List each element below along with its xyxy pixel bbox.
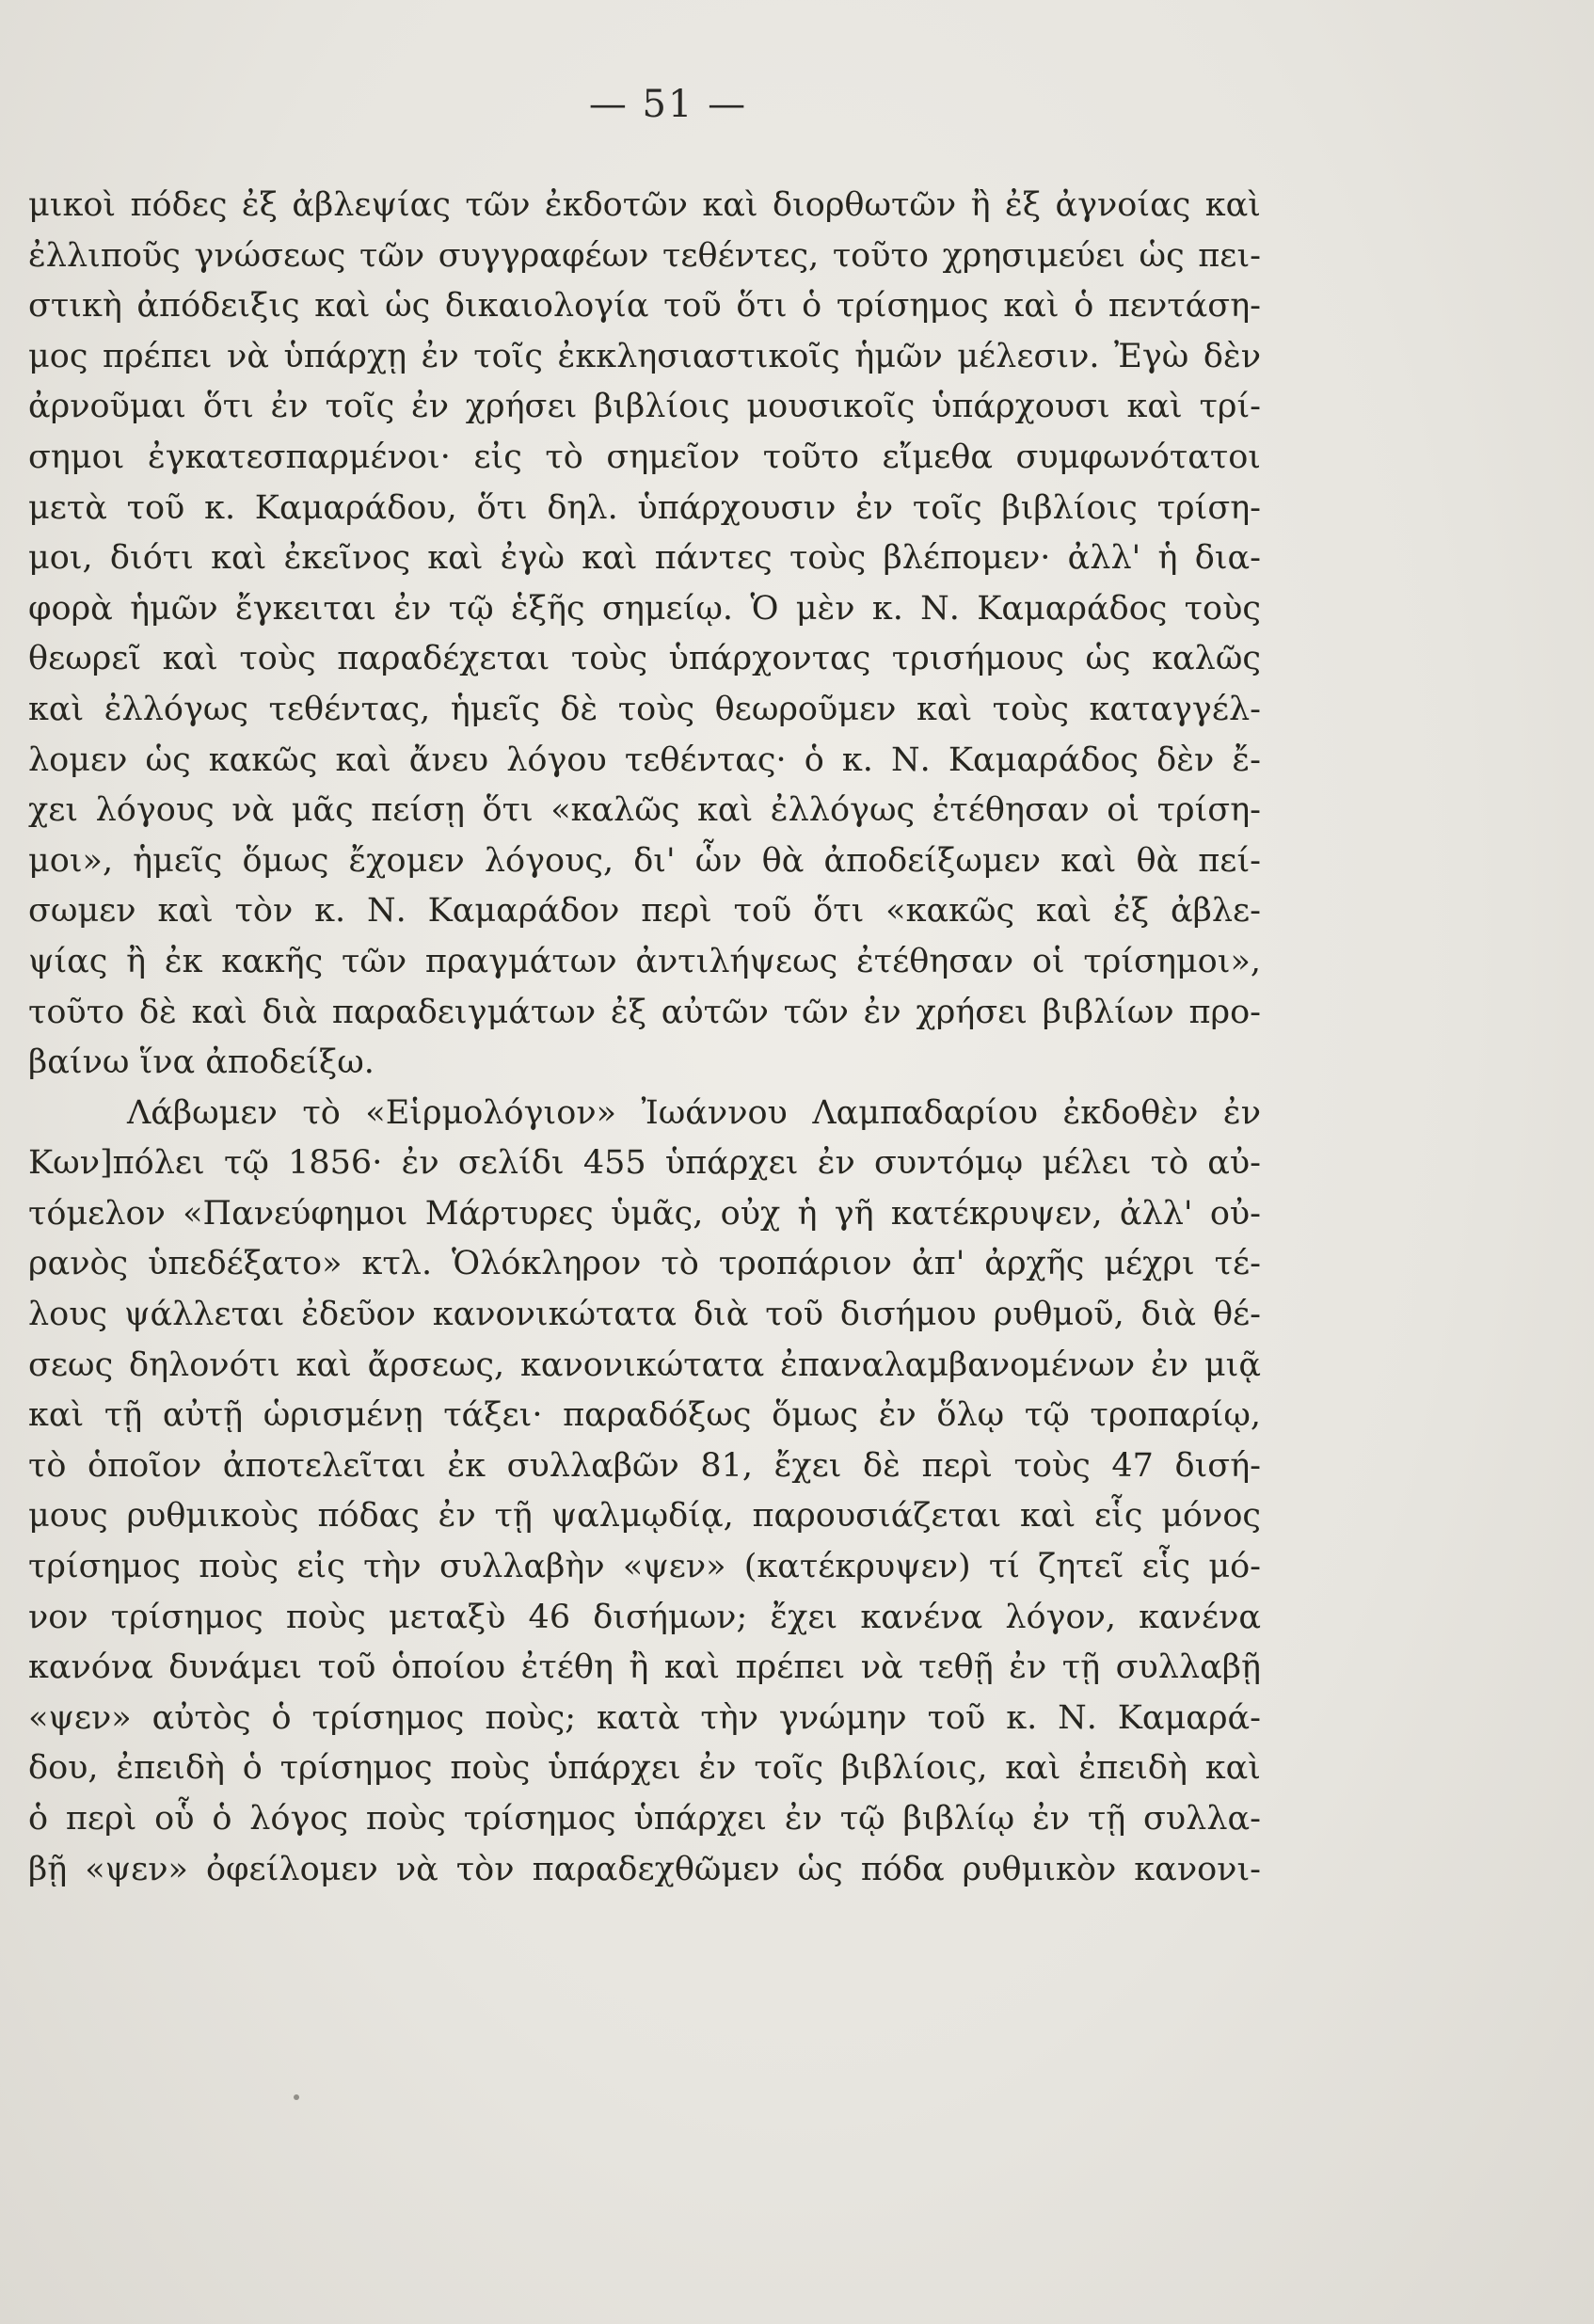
text-line: τρίσημος ποὺς εἰς τὴν συλλαβὴν «ψεν» (κατέκρυψεν) τί ζητεῖ εἷς μό- [28,1548,1261,1586]
text-line: τοῦτο δὲ καὶ διὰ παραδειγμάτων ἐξ αὐτῶν τῶν ἐν χρήσει βιβλίων προ- [28,993,1261,1031]
text-line: στικὴ ἀπόδειξις καὶ ὡς δικαιολογία τοῦ ὅτι ὁ τρίσημος καὶ ὁ πεντάση- [28,287,1261,326]
text-line: καὶ ἐλλόγως τεθέντας, ἡμεῖς δὲ τοὺς θεωροῦμεν καὶ τοὺς καταγγέλ- [28,690,1261,728]
text-line: μικοὶ πόδες ἐξ ἀβλεψίας τῶν ἐκδοτῶν καὶ διορθωτῶν ἢ ἐξ ἀγνοίας καὶ [28,186,1261,224]
text-line: μοι, διότι καὶ ἐκεῖνος καὶ ἐγὼ καὶ πάντες τοὺς βλέπομεν· ἀλλ' ἡ δια- [28,539,1261,578]
text-line: χει λόγους νὰ μᾶς πείσῃ ὅτι «καλῶς καὶ ἐλλόγως ἐτέθησαν οἱ τρίση- [28,791,1261,830]
text-line: βαίνω ἵνα ἀποδείξω. [28,1043,375,1082]
text-line: μος πρέπει νὰ ὑπάρχῃ ἐν τοῖς ἐκκλησιαστικοῖς ἡμῶν μέλεσιν. Ἐγὼ δὲν [28,337,1261,375]
text-line: ὁ περὶ οὗ ὁ λόγος ποὺς τρίσημος ὑπάρχει ἐν τῷ βιβλίῳ ἐν τῇ συλλα- [28,1800,1261,1838]
text-line: Κων]πόλει τῷ 1856· ἐν σελίδι 455 ὑπάρχει ἐν συντόμῳ μέλει τὸ αὐ- [28,1144,1261,1183]
page-number: — 51 — [588,83,748,126]
text-line: λομεν ὡς κακῶς καὶ ἄνευ λόγου τεθέντας· ὁ κ. Ν. Καμαράδος δὲν ἔ- [28,740,1261,779]
text-line: σημοι ἐγκατεσπαρμένοι· εἰς τὸ σημεῖον τοῦτο εἴμεθα συμφωνότατοι [28,438,1261,476]
body-text [28,181,1261,1895]
text-line: δου, ἐπειδὴ ὁ τρίσημος ποὺς ὑπάρχει ἐν τοῖς βιβλίοις, καὶ ἐπειδὴ καὶ [28,1749,1261,1788]
text-line: ψίας ἢ ἐκ κακῆς τῶν πραγμάτων ἀντιλήψεως ἐτέθησαν οἱ τρίσημοι», [28,942,1261,980]
text-line: ρανὸς ὑπεδέξατο» κτλ. Ὁλόκληρον τὸ τροπάριον ἀπ' ἀρχῆς μέχρι τέ- [28,1245,1261,1283]
paragraph-1 [28,181,1261,1089]
text-line: κανόνα δυνάμει τοῦ ὁποίου ἐτέθη ἢ καὶ πρέπει νὰ τεθῇ ἐν τῇ συλλαβῇ [28,1648,1261,1687]
text-line: σωμεν καὶ τὸν κ. Ν. Καμαράδον περὶ τοῦ ὅτι «κακῶς καὶ ἐξ ἀβλε- [28,892,1261,931]
text-line: θεωρεῖ καὶ τοὺς παραδέχεται τοὺς ὑπάρχοντας τρισήμους ὡς καλῶς [28,640,1261,678]
text-line: βῇ «ψεν» ὀφείλομεν νὰ τὸν παραδεχθῶμεν ὡς πόδα ρυθμικὸν κανονι- [28,1850,1261,1888]
text-line: νον τρίσημος ποὺς μεταξὺ 46 δισήμων; ἔχει κανένα λόγον, κανένα [28,1598,1261,1636]
text-line: Λάβωμεν τὸ «Εἱρμολόγιον» Ἰωάννου Λαμπαδαρίου ἐκδοθὲν ἐν [127,1093,1261,1132]
paragraph-2 [28,1089,1261,1896]
text-line: μους ρυθμικοὺς πόδας ἐν τῇ ψαλμῳδίᾳ, παρουσιάζεται καὶ εἷς μόνος [28,1497,1261,1536]
text-line: σεως δηλονότι καὶ ἄρσεως, κανονικώτατα ἐπαναλαμβανομένων ἐν μιᾷ [28,1345,1261,1384]
text-line: τὸ ὁποῖον ἀποτελεῖται ἐκ συλλαβῶν 81, ἔχει δὲ περὶ τοὺς 47 δισή- [28,1446,1261,1485]
print-speck [294,2094,299,2100]
text-line: μετὰ τοῦ κ. Καμαράδου, ὅτι δηλ. ὑπάρχουσιν ἐν τοῖς βιβλίοις τρίση- [28,488,1261,527]
text-line: ἀρνοῦμαι ὅτι ἐν τοῖς ἐν χρήσει βιβλίοις μουσικοῖς ὑπάρχουσι καὶ τρί- [28,388,1261,426]
text-line: μοι», ἡμεῖς ὅμως ἔχομεν λόγους, δι' ὧν θὰ ἀποδείξωμεν καὶ θὰ πεί- [28,841,1261,880]
text-line: τόμελον «Πανεύφημοι Μάρτυρες ὑμᾶς, οὐχ ἡ γῆ κατέκρυψεν, ἀλλ' οὐ- [28,1194,1261,1233]
text-line: «ψεν» αὐτὸς ὁ τρίσημος ποὺς; κατὰ τὴν γνώμην τοῦ κ. Ν. Καμαρά- [28,1698,1261,1737]
text-line: φορὰ ἡμῶν ἔγκειται ἐν τῷ ἑξῆς σημείῳ. Ὁ μὲν κ. Ν. Καμαράδος τοὺς [28,589,1261,628]
text-line: λους ψάλλεται ἐδεῦον κανονικώτατα διὰ τοῦ δισήμου ρυθμοῦ, διὰ θέ- [28,1296,1261,1334]
text-line: καὶ τῇ αὐτῇ ὡρισμένῃ τάξει· παραδόξως ὅμως ἐν ὅλῳ τῷ τροπαρίῳ, [28,1396,1261,1435]
text-line: ἐλλιποῦς γνώσεως τῶν συγγραφέων τεθέντες, τοῦτο χρησιμεύει ὡς πει- [28,236,1261,275]
